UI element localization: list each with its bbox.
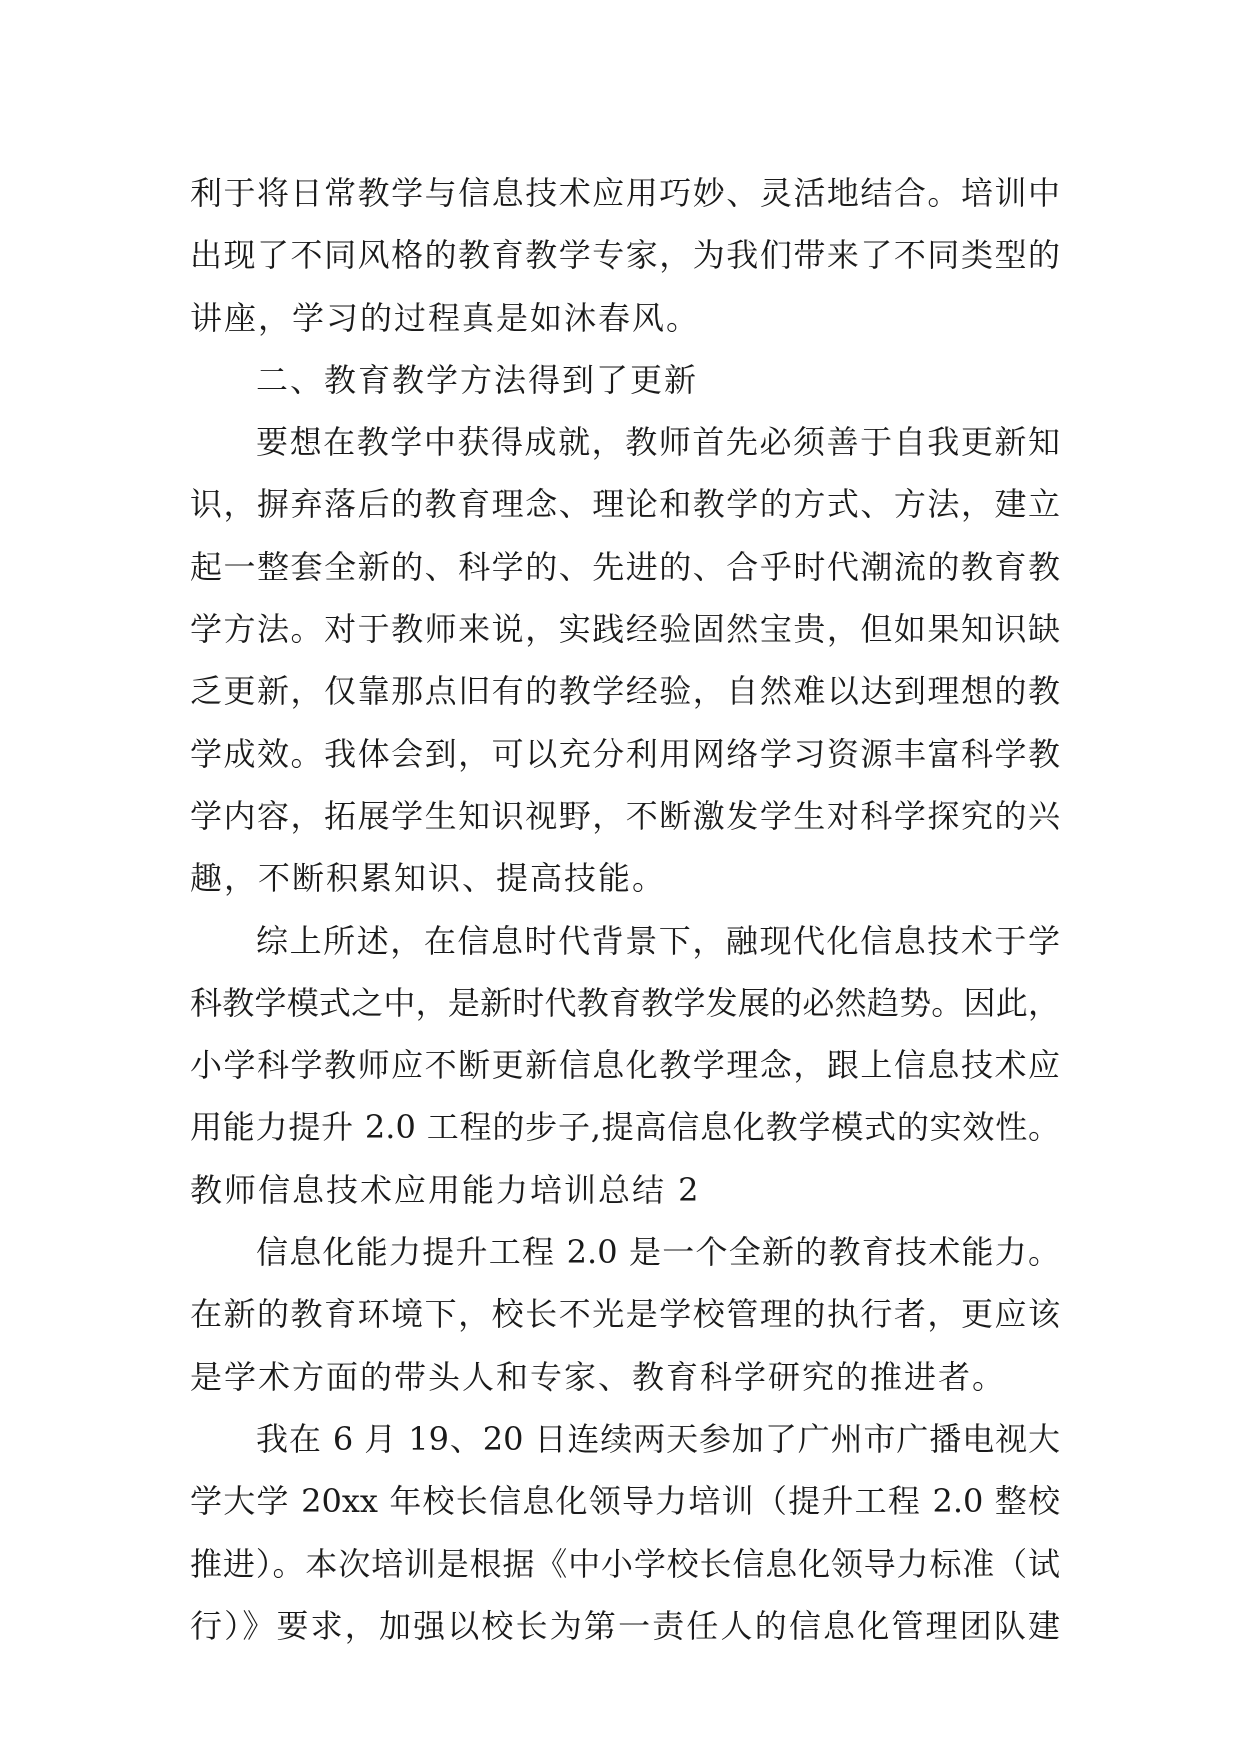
text-line: 教师信息技术应用能力培训总结 2 (190, 1170, 701, 1209)
text-line: 推进）。本次培训是根据《中小学校长信息化领导力标准（试 (190, 1544, 1060, 1583)
text-line: 信息化能力提升工程 2.0 是一个全新的教育技术能力。 (256, 1233, 1060, 1272)
text-line: 学成效。我体会到，可以充分利用网络学习资源丰富科学教 (190, 734, 1060, 773)
text-line: 小学科学教师应不断更新信息化教学理念，跟上信息技术应 (190, 1046, 1060, 1085)
text-line: 趣，不断积累知识、提高技能。 (190, 859, 667, 898)
text-line: 起一整套全新的、科学的、先进的、合乎时代潮流的教育教 (190, 547, 1060, 586)
text-line: 识，摒弃落后的教育理念、理论和教学的方式、方法，建立 (190, 485, 1060, 524)
text-line: 综上所述，在信息时代背景下，融现代化信息技术于学 (256, 921, 1060, 960)
text-line: 利于将日常教学与信息技术应用巧妙、灵活地结合。培训中 (190, 174, 1060, 212)
text-line: 出现了不同风格的教育教学专家，为我们带来了不同类型的 (190, 236, 1060, 275)
text-line: 二、教育教学方法得到了更新 (256, 360, 699, 399)
text-line: 学大学 20xx 年校长信息化领导力培训（提升工程 2.0 整校 (190, 1482, 1060, 1521)
text-line: 讲座，学习的过程真是如沐春风。 (190, 298, 701, 337)
document-body (190, 162, 1060, 1657)
text-line: 是学术方面的带头人和专家、教育科学研究的推进者。 (190, 1357, 1007, 1396)
text-line: 科教学模式之中，是新时代教育教学发展的必然趋势。因此， (190, 983, 1060, 1022)
text-line: 用能力提升 2.0 工程的步子,提高信息化教学模式的实效性。 (190, 1108, 1060, 1147)
text-line: 乏更新，仅靠那点旧有的教学经验，自然难以达到理想的教 (190, 672, 1060, 711)
text-line: 学方法。对于教师来说，实践经验固然宝贵，但如果知识缺 (190, 610, 1060, 649)
text-line: 学内容，拓展学生知识视野，不断激发学生对科学探究的兴 (190, 796, 1060, 835)
text-line: 在新的教育环境下，校长不光是学校管理的执行者，更应该 (190, 1295, 1060, 1334)
text-line: 要想在教学中获得成就，教师首先必须善于自我更新知 (256, 423, 1060, 462)
text-line: 我在 6 月 19、20 日连续两天参加了广州市广播电视大 (256, 1419, 1060, 1458)
text-line: 行）》要求，加强以校长为第一责任人的信息化管理团队建 (190, 1606, 1060, 1645)
